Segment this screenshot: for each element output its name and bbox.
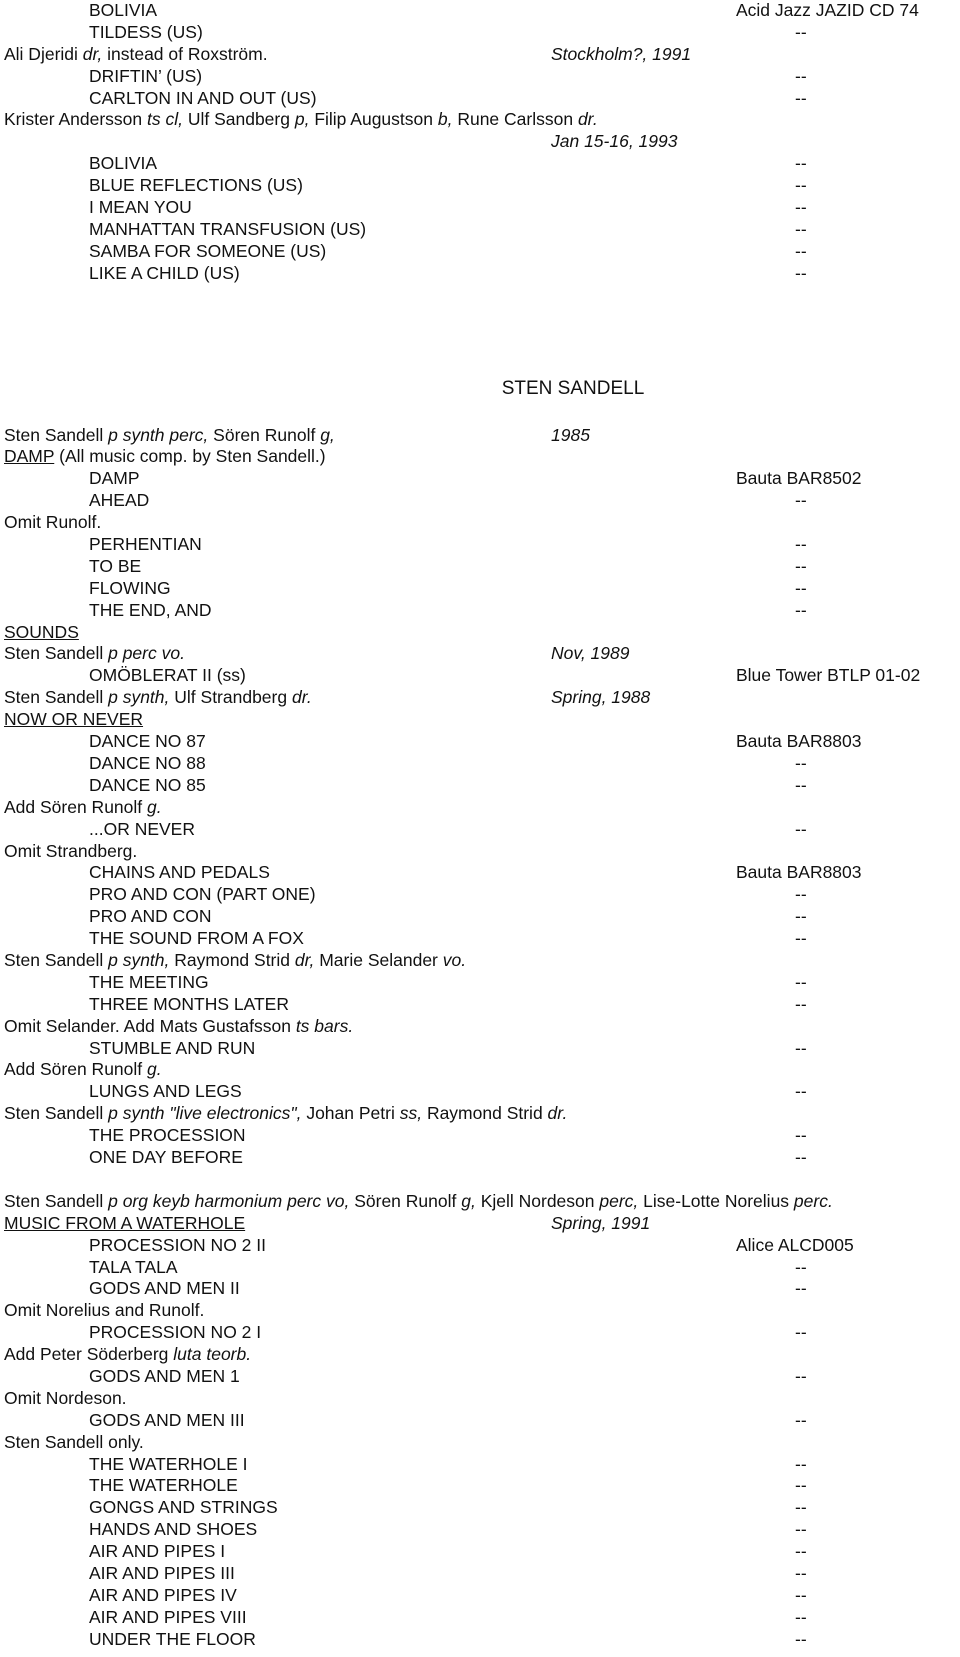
personnel-text (4, 1432, 144, 1454)
track-title: LUNGS AND LEGS (89, 1081, 242, 1102)
track-row (4, 731, 956, 753)
track-title: UNDER THE FLOOR (89, 1628, 256, 1649)
instrument: dr, (82, 43, 103, 64)
ditto-mark: -- (795, 906, 807, 927)
personnel-text (4, 797, 162, 819)
track-row (4, 1278, 956, 1300)
instrument: p synth perc, (108, 424, 209, 445)
ditto-mark: -- (795, 1322, 807, 1343)
personnel-row (4, 709, 956, 731)
personnel-row (4, 1213, 956, 1235)
personnel-text (4, 1213, 245, 1235)
personnel-text (4, 44, 268, 66)
track-row (4, 972, 956, 994)
personnel-row (4, 797, 956, 819)
personnel-text (4, 1300, 204, 1322)
album-title: NOW OR NEVER (4, 709, 144, 730)
ditto-mark: -- (795, 752, 807, 773)
ditto-mark: -- (795, 928, 807, 949)
text-segment: Add Sören Runolf (4, 1059, 148, 1080)
instrument: g. (147, 796, 162, 817)
track-title: AIR AND PIPES VIII (89, 1606, 247, 1627)
text-segment: Sören Runolf (349, 1190, 462, 1211)
track-row (4, 928, 956, 950)
ditto-mark: -- (795, 555, 807, 576)
ditto-mark: -- (795, 818, 807, 839)
track-title: THREE MONTHS LATER (89, 993, 289, 1014)
personnel-text (4, 687, 312, 709)
discography-page (4, 0, 956, 1651)
track-title: THE END, AND (89, 599, 212, 620)
session-date: Stockholm?, 1991 (551, 43, 692, 64)
text-segment: Ali Djeridi (4, 43, 83, 64)
track-title: DAMP (89, 468, 140, 489)
instrument: p org keyb harmonium perc vo, (108, 1190, 350, 1211)
ditto-mark: -- (795, 1278, 807, 1299)
text-segment: Sten Sandell (4, 1190, 109, 1211)
personnel-text (4, 1103, 567, 1125)
track-title: THE PROCESSION (89, 1125, 246, 1146)
session-date: Nov, 1989 (551, 643, 630, 664)
track-row (4, 1147, 956, 1169)
track-row (4, 578, 956, 600)
record-label: Alice ALCD005 (736, 1234, 854, 1255)
personnel-row (4, 950, 956, 972)
track-row (4, 1257, 956, 1279)
ditto-mark: -- (795, 240, 807, 261)
personnel-row (4, 1191, 956, 1213)
ditto-mark: -- (795, 1563, 807, 1583)
record-label: Acid Jazz JAZID CD 74 (736, 0, 919, 20)
personnel-text (4, 425, 335, 447)
instrument: g, (461, 1190, 476, 1211)
track-title: PROCESSION NO 2 I (89, 1322, 262, 1343)
personnel-text (4, 109, 598, 131)
ditto-mark: -- (795, 1497, 807, 1518)
personnel-text (4, 1344, 251, 1366)
text-segment: Sten Sandell (4, 949, 109, 970)
record-label: Bauta BAR8803 (736, 862, 862, 883)
track-title: DANCE NO 88 (89, 752, 206, 773)
spacer (4, 403, 956, 425)
instrument: dr. (291, 687, 312, 708)
ditto-mark: -- (795, 1081, 807, 1102)
text-segment: Sten Sandell only. (4, 1431, 144, 1452)
text-segment: Sten Sandell (4, 643, 109, 664)
personnel-text (4, 446, 326, 468)
track-title: AIR AND PIPES III (89, 1563, 235, 1583)
personnel-text (4, 950, 466, 972)
record-label: Bauta BAR8803 (736, 731, 862, 752)
ditto-mark: -- (795, 197, 807, 218)
session-date: 1985 (551, 424, 590, 445)
track-row (4, 66, 956, 88)
ditto-mark: -- (795, 87, 807, 108)
personnel-text (4, 1388, 127, 1410)
track-title: DANCE NO 85 (89, 774, 206, 795)
ditto-mark: -- (795, 534, 807, 555)
ditto-mark: -- (795, 1606, 807, 1627)
text-segment: Raymond Strid (169, 949, 295, 970)
track-row (4, 219, 956, 241)
track-title: GONGS AND STRINGS (89, 1497, 278, 1518)
ditto-mark: -- (795, 218, 807, 239)
track-title: HANDS AND SHOES (89, 1519, 258, 1540)
track-title: LIKE A CHILD (US) (89, 262, 240, 283)
track-row (4, 1038, 956, 1060)
session-date-row (4, 131, 956, 153)
instrument: dr, (294, 949, 315, 970)
track-title: BOLIVIA (89, 153, 158, 174)
track-row (4, 819, 956, 841)
instrument: perc. (793, 1190, 833, 1211)
personnel-row (4, 1016, 956, 1038)
track-title: TO BE (89, 555, 142, 576)
track-row (4, 1563, 956, 1585)
personnel-row (4, 425, 956, 447)
ditto-mark: -- (795, 65, 807, 86)
track-row (4, 241, 956, 263)
instrument: dr. (547, 1103, 568, 1124)
track-row (4, 1629, 956, 1651)
track-row (4, 468, 956, 490)
instrument: g, (320, 424, 335, 445)
track-title: I MEAN YOU (89, 197, 192, 218)
record-label: Blue Tower BTLP 01-02 (736, 665, 921, 686)
track-title: ONE DAY BEFORE (89, 1146, 243, 1167)
personnel-row (4, 109, 956, 131)
text-segment: Ulf Strandberg (169, 687, 292, 708)
track-title: THE SOUND FROM A FOX (89, 928, 304, 949)
track-title: DANCE NO 87 (89, 731, 206, 752)
album-title: MUSIC FROM A WATERHOLE (4, 1212, 246, 1233)
artist-heading: STEN SANDELL (501, 377, 645, 399)
text-segment: Omit Selander. Add Mats Gustafsson (4, 1015, 296, 1036)
ditto-mark: -- (795, 262, 807, 283)
ditto-mark: -- (795, 971, 807, 992)
instrument: ts bars. (295, 1015, 354, 1036)
track-title: THE WATERHOLE I (89, 1453, 248, 1474)
track-row (4, 197, 956, 219)
personnel-row (4, 622, 956, 644)
track-row (4, 906, 956, 928)
track-row (4, 1585, 956, 1607)
spacer (4, 285, 956, 375)
text-segment: Filip Augustson (309, 109, 438, 130)
session-date: Spring, 1991 (551, 1212, 651, 1233)
text-segment: instead of Roxström. (102, 43, 268, 64)
instrument: p synth "live electronics", (108, 1103, 302, 1124)
track-row (4, 1519, 956, 1541)
track-title: GODS AND MEN 1 (89, 1365, 240, 1386)
instrument: p, (294, 109, 310, 130)
instrument: ss, (399, 1103, 423, 1124)
instrument: vo. (442, 949, 467, 970)
ditto-mark: -- (795, 1519, 807, 1540)
ditto-mark: -- (795, 153, 807, 174)
instrument: dr. (577, 109, 598, 130)
track-title: CARLTON IN AND OUT (US) (89, 87, 317, 108)
spacer (4, 1169, 956, 1191)
track-title: ...OR NEVER (89, 818, 195, 839)
ditto-mark: -- (795, 1125, 807, 1146)
track-row (4, 1366, 956, 1388)
ditto-mark: -- (795, 21, 807, 42)
ditto-mark: -- (795, 577, 807, 598)
personnel-text (4, 622, 79, 644)
track-title: PRO AND CON (PART ONE) (89, 884, 316, 905)
personnel-row (4, 512, 956, 534)
ditto-mark: -- (795, 175, 807, 196)
record-label: Bauta BAR8502 (736, 468, 862, 489)
personnel-row (4, 44, 956, 66)
personnel-text (4, 1191, 833, 1213)
track-row (4, 994, 956, 1016)
ditto-mark: -- (795, 774, 807, 795)
track-row (4, 22, 956, 44)
instrument: p synth, (108, 687, 170, 708)
text-segment: (All music comp. by Sten Sandell.) (54, 446, 326, 467)
personnel-row (4, 643, 956, 665)
track-title: DRIFTIN’ (US) (89, 65, 203, 86)
track-row (4, 88, 956, 110)
text-segment: Kjell Nordeson (475, 1190, 600, 1211)
text-segment: Marie Selander (314, 949, 443, 970)
track-row (4, 1322, 956, 1344)
text-segment: Krister Andersson (4, 109, 147, 130)
ditto-mark: -- (795, 1584, 807, 1605)
track-row (4, 1541, 956, 1563)
track-title: PROCESSION NO 2 II (89, 1234, 266, 1255)
track-row (4, 534, 956, 556)
album-title: SOUNDS (4, 621, 79, 642)
ditto-mark: -- (795, 490, 807, 511)
ditto-mark: -- (795, 1628, 807, 1649)
text-segment: Sten Sandell (4, 1103, 109, 1124)
track-title: THE MEETING (89, 971, 209, 992)
text-segment: Lise-Lotte Norelius (638, 1190, 794, 1211)
track-row (4, 753, 956, 775)
instrument: perc, (599, 1190, 639, 1211)
track-title: TILDESS (US) (89, 21, 203, 42)
ditto-mark: -- (795, 1037, 807, 1058)
track-row (4, 175, 956, 197)
track-row (4, 665, 956, 687)
track-title: PERHENTIAN (89, 534, 202, 555)
track-row (4, 1125, 956, 1147)
track-title: BOLIVIA (89, 0, 158, 20)
text-segment: Omit Strandberg. (4, 840, 138, 861)
ditto-mark: -- (795, 1256, 807, 1277)
personnel-text (4, 1059, 162, 1081)
text-segment: Omit Nordeson. (4, 1387, 127, 1408)
text-segment: Add Peter Söderberg (4, 1344, 174, 1365)
track-title: THE WATERHOLE (89, 1475, 238, 1496)
track-row (4, 884, 956, 906)
personnel-row (4, 1103, 956, 1125)
ditto-mark: -- (795, 1146, 807, 1167)
personnel-text (4, 1016, 353, 1038)
instrument: g. (147, 1059, 162, 1080)
track-title: PRO AND CON (89, 906, 212, 927)
track-row (4, 1607, 956, 1629)
track-row (4, 1410, 956, 1432)
track-row (4, 862, 956, 884)
track-title: CHAINS AND PEDALS (89, 862, 270, 883)
text-segment: Ulf Sandberg (182, 109, 295, 130)
track-title: BLUE REFLECTIONS (US) (89, 175, 303, 196)
track-row (4, 153, 956, 175)
personnel-row (4, 687, 956, 709)
track-row (4, 1081, 956, 1103)
personnel-text (4, 841, 137, 863)
ditto-mark: -- (795, 993, 807, 1014)
track-row (4, 0, 956, 22)
text-segment: Sten Sandell (4, 424, 109, 445)
personnel-row (4, 1059, 956, 1081)
instrument: luta teorb. (173, 1344, 252, 1365)
text-segment: Johan Petri (301, 1103, 400, 1124)
text-segment: Rune Carlsson (452, 109, 578, 130)
track-row (4, 1235, 956, 1257)
track-title: AHEAD (89, 490, 150, 511)
album-title: DAMP (4, 446, 55, 467)
track-row (4, 556, 956, 578)
track-title: AIR AND PIPES IV (89, 1584, 237, 1605)
track-title: TALA TALA (89, 1256, 178, 1277)
ditto-mark: -- (795, 1541, 807, 1562)
personnel-row (4, 1344, 956, 1366)
track-row (4, 775, 956, 797)
track-title: AIR AND PIPES I (89, 1541, 226, 1562)
ditto-mark: -- (795, 1475, 807, 1496)
personnel-row (4, 1300, 956, 1322)
personnel-text (4, 512, 101, 534)
track-title: GODS AND MEN III (89, 1409, 245, 1430)
personnel-text (4, 709, 143, 731)
track-row (4, 263, 956, 285)
ditto-mark: -- (795, 599, 807, 620)
track-row (4, 1454, 956, 1476)
track-row (4, 1475, 956, 1497)
track-row (4, 600, 956, 622)
ditto-mark: -- (795, 1409, 807, 1430)
track-title: STUMBLE AND RUN (89, 1037, 256, 1058)
personnel-row (4, 1432, 956, 1454)
text-segment: Omit Runolf. (4, 512, 102, 533)
instrument: p synth, (108, 949, 170, 970)
ditto-mark: -- (795, 1365, 807, 1386)
track-row (4, 490, 956, 512)
session-date: Spring, 1988 (551, 687, 651, 708)
ditto-mark: -- (795, 1453, 807, 1474)
text-segment: Sören Runolf (208, 424, 321, 445)
track-title: SAMBA FOR SOMEONE (US) (89, 240, 327, 261)
track-title: FLOWING (89, 577, 171, 598)
personnel-row (4, 446, 956, 468)
instrument: ts cl, (146, 109, 183, 130)
personnel-row (4, 1388, 956, 1410)
text-segment: Omit Norelius and Runolf. (4, 1300, 205, 1321)
track-row (4, 1497, 956, 1519)
personnel-row (4, 841, 956, 863)
track-title: GODS AND MEN II (89, 1278, 240, 1299)
instrument: p perc vo. (108, 643, 185, 664)
instrument: b, (437, 109, 453, 130)
text-segment: Sten Sandell (4, 687, 109, 708)
personnel-text (4, 643, 185, 665)
track-title: OMÖBLERAT II (ss) (89, 665, 246, 686)
text-segment: Raymond Strid (422, 1103, 548, 1124)
text-segment: Add Sören Runolf (4, 796, 148, 817)
session-date: Jan 15-16, 1993 (551, 131, 678, 152)
ditto-mark: -- (795, 884, 807, 905)
track-title: MANHATTAN TRANSFUSION (US) (89, 218, 367, 239)
